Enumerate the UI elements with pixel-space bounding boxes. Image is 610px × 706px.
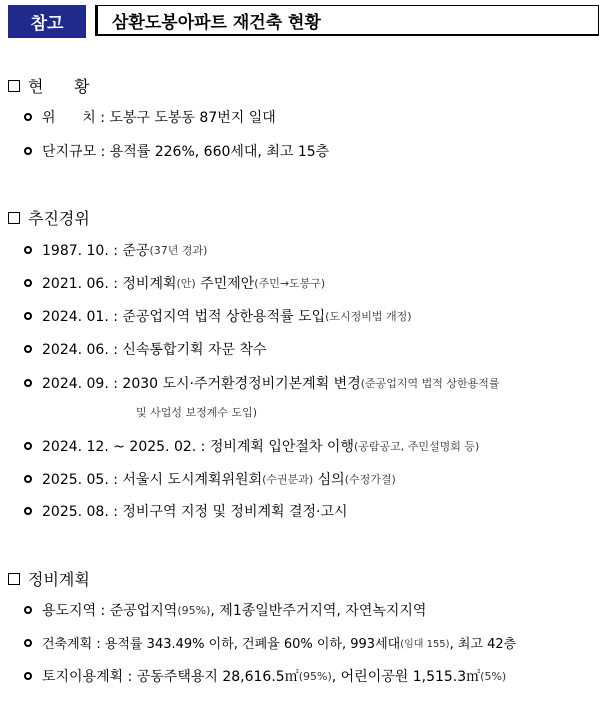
circle-bullet-icon	[24, 379, 32, 387]
list-item	[24, 141, 329, 161]
circle-bullet-icon	[24, 113, 32, 121]
checkbox-square-icon	[8, 80, 20, 92]
item-text: 2024. 12. ~ 2025. 02. : 정비계획 입안절차 이행	[42, 439, 354, 455]
item-note-2: (주민→도봉구)	[254, 277, 326, 290]
item-note: (임대 155)	[400, 639, 450, 650]
circle-bullet-icon	[24, 345, 32, 353]
reference-tag: 참고	[8, 5, 86, 38]
item-text: 2024. 06. : 신속통합기획 자문 착수	[42, 342, 267, 358]
list-item	[24, 666, 506, 686]
circle-bullet-icon	[24, 507, 32, 515]
list-item	[24, 373, 500, 393]
item-text: 2021. 06. : 정비계획	[42, 276, 177, 292]
item-text: 2024. 09. : 2030 도시·주거환경정비기본계획 변경	[42, 376, 361, 392]
item-text: 1987. 10. : 준공	[42, 243, 150, 259]
item-text: 위 치 : 도봉구 도봉동 87번지 일대	[42, 110, 276, 126]
item-text: 단지규모 : 용적률 226%, 660세대, 최고 15층	[42, 144, 330, 160]
item-text-2: 주민제안	[195, 276, 255, 292]
item-text-2: 심의	[313, 472, 345, 488]
item-text: 2024. 01. : 준공업지역 법적 상한용적률 도입	[42, 309, 326, 325]
item-note: (95%)	[177, 603, 211, 617]
circle-bullet-icon	[24, 279, 32, 287]
circle-bullet-icon	[24, 606, 32, 614]
list-item	[24, 339, 267, 359]
circle-bullet-icon	[24, 639, 32, 647]
section-history-heading	[8, 206, 90, 229]
item-text: 2025. 05. : 서울시 도시계획위원회	[42, 472, 263, 488]
circle-bullet-icon	[24, 246, 32, 254]
item-text-2: , 어린이공원 1,515.3㎡	[331, 669, 481, 685]
circle-bullet-icon	[24, 147, 32, 155]
page-title-text: 삼환도봉아파트 재건축 현황	[112, 12, 321, 33]
item-text: 건축계획 : 용적률 343.49% 이하, 건폐율 60% 이하, 993세대	[42, 637, 401, 652]
list-item	[24, 436, 479, 456]
section-status-heading	[8, 74, 89, 97]
section-plan-title: 정비계획	[28, 570, 90, 589]
item-note: (안)	[176, 277, 196, 290]
circle-bullet-icon	[24, 312, 32, 320]
list-item	[24, 107, 276, 127]
item-text-2: , 제1종일반주거지역, 자연녹지지역	[210, 603, 427, 619]
item-note: (37년 경과)	[149, 244, 208, 257]
item-text: 용도지역 : 준공업지역	[42, 603, 178, 619]
item-note: (95%)	[298, 669, 332, 683]
item-note: (도시정비법 개정)	[325, 310, 412, 323]
circle-bullet-icon	[24, 672, 32, 680]
item-note-2: (5%)	[480, 669, 507, 683]
list-item	[24, 240, 207, 260]
item-text: 토지이용계획 : 공동주택용지 28,616.5㎡	[42, 669, 299, 685]
item-text: 2025. 08. : 정비구역 지정 및 정비계획 결정·고시	[42, 504, 348, 520]
list-item	[24, 306, 412, 326]
circle-bullet-icon	[24, 442, 32, 450]
checkbox-square-icon	[8, 573, 20, 585]
item-note: (준공업지역 법적 상한용적률	[360, 377, 500, 390]
list-item	[24, 469, 396, 489]
page-title	[95, 5, 599, 36]
item-text-2: , 최고 42층	[449, 637, 517, 652]
checkbox-square-icon	[8, 212, 20, 224]
item-note: (수권분과)	[262, 473, 314, 486]
list-item	[24, 600, 426, 620]
section-status-title: 현 황	[28, 77, 90, 96]
item-note-continuation: 및 사업성 보정계수 도입)	[136, 406, 258, 419]
list-item	[24, 501, 348, 521]
list-item	[24, 633, 516, 652]
list-item	[24, 273, 325, 293]
circle-bullet-icon	[24, 475, 32, 483]
item-note-2: (수정가결)	[344, 473, 396, 486]
section-plan-heading	[8, 567, 90, 590]
section-history-title: 추진경위	[28, 209, 90, 228]
item-note: (공람공고, 주민설명회 등)	[353, 440, 480, 453]
